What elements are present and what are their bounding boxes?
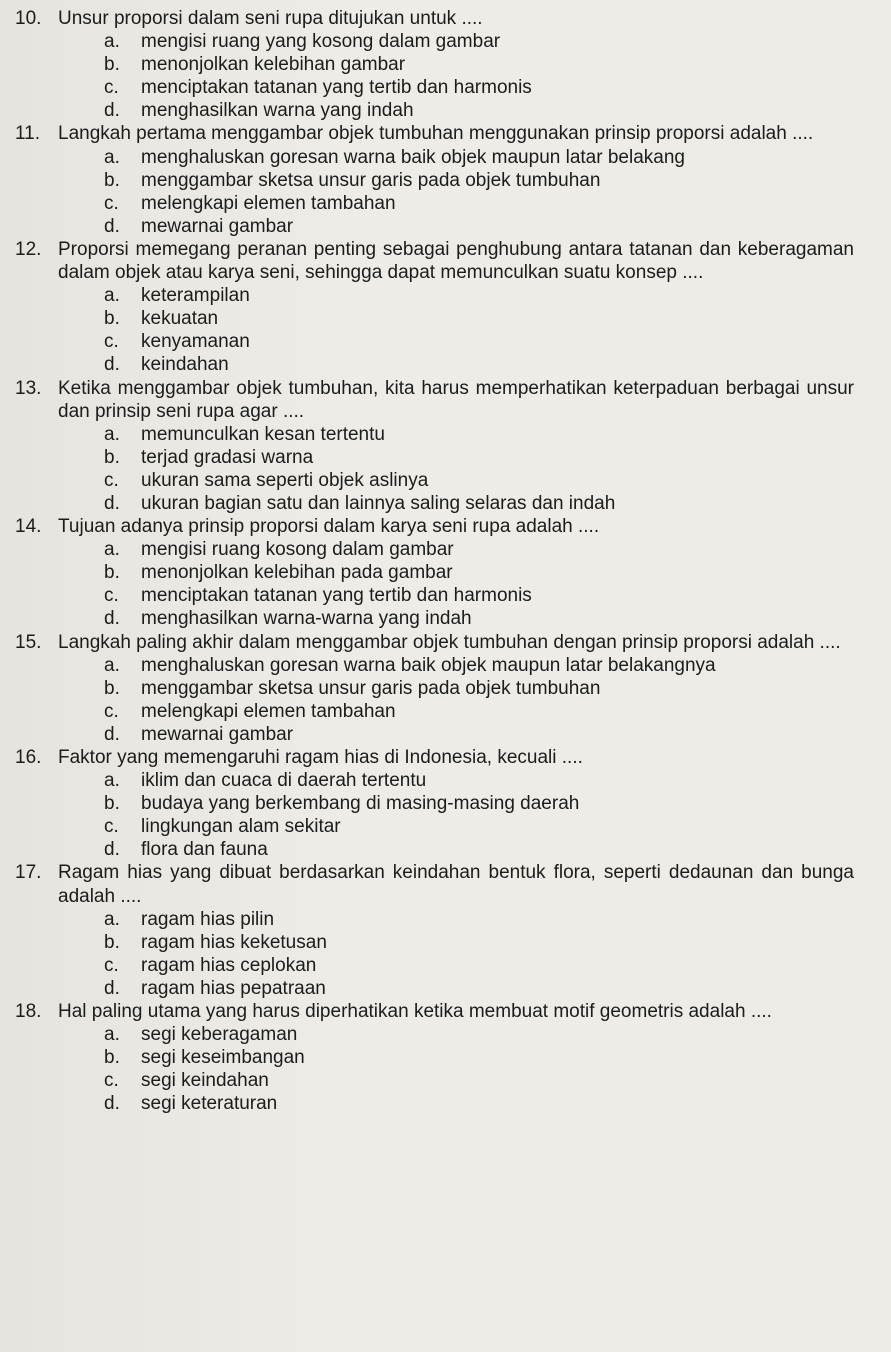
question-text: Unsur proporsi dalam seni rupa ditujukan untuk .... (58, 8, 483, 29)
answer-option (104, 53, 891, 76)
option-text: segi keberagaman (141, 1024, 298, 1046)
answer-option (104, 538, 891, 561)
answer-options (104, 284, 891, 376)
option-letter: d. (104, 977, 120, 999)
question-stem (0, 238, 891, 284)
question-12 (0, 238, 891, 377)
answer-option (104, 30, 891, 53)
option-letter: d. (104, 215, 120, 237)
answer-option (104, 1023, 891, 1046)
question-number: 14. (15, 516, 42, 538)
question-number: 13. (15, 377, 42, 399)
answer-option (104, 192, 891, 215)
option-letter: a. (104, 285, 120, 307)
option-letter: a. (104, 146, 120, 168)
option-text: menghaluskan goresan warna baik objek maupun latar belakang (141, 146, 685, 168)
answer-option (104, 1046, 891, 1069)
answer-option (104, 1092, 891, 1115)
question-stem (0, 861, 891, 907)
option-text: iklim dan cuaca di daerah tertentu (141, 770, 427, 792)
question-stem (0, 122, 891, 145)
option-text: menonjolkan kelebihan pada gambar (141, 562, 453, 584)
answer-option (104, 423, 891, 446)
answer-option (104, 977, 891, 1000)
option-letter: d. (104, 492, 120, 514)
option-letter: a. (104, 770, 120, 792)
option-letter: b. (104, 446, 120, 468)
option-letter: b. (104, 677, 120, 699)
answer-option (104, 561, 891, 584)
answer-option (104, 215, 891, 238)
option-text: menciptakan tatanan yang tertib dan harmonis (141, 585, 532, 607)
option-text: budaya yang berkembang di masing-masing daerah (141, 793, 580, 815)
option-text: segi keindahan (141, 1070, 269, 1092)
question-list (0, 7, 891, 1116)
option-letter: b. (104, 931, 120, 953)
question-text: Hal paling utama yang harus diperhatikan ketika membuat motif geometris adalah .... (58, 1001, 772, 1023)
answer-option (104, 99, 891, 122)
answer-options (104, 146, 891, 238)
answer-option (104, 607, 891, 630)
option-text: lingkungan alam sekitar (141, 816, 341, 838)
option-text: menonjolkan kelebihan gambar (141, 54, 406, 76)
answer-option (104, 700, 891, 723)
option-letter: c. (104, 331, 119, 353)
question-stem (0, 631, 891, 654)
option-text: menciptakan tatanan yang tertib dan harmonis (141, 77, 532, 99)
answer-option (104, 330, 891, 353)
answer-option (104, 723, 891, 746)
option-text: ukuran sama seperti objek aslinya (141, 469, 429, 491)
option-text: ragam hias ceplokan (141, 954, 317, 976)
question-text: Tujuan adanya prinsip proporsi dalam karya seni rupa adalah .... (58, 516, 600, 538)
question-number: 17. (15, 862, 42, 884)
option-letter: c. (104, 1070, 119, 1092)
option-text: ukuran bagian satu dan lainnya saling selaras dan indah (141, 492, 616, 514)
option-letter: c. (104, 954, 119, 976)
option-text: mengisi ruang kosong dalam gambar (141, 539, 454, 561)
option-letter: c. (104, 585, 119, 607)
option-text: menghasilkan warna-warna yang indah (141, 608, 472, 630)
option-text: menghaluskan goresan warna baik objek maupun latar belakangnya (141, 654, 716, 676)
option-text: mewarnai gambar (141, 215, 294, 237)
option-letter: c. (104, 469, 119, 491)
option-text: keterampilan (141, 285, 250, 307)
option-letter: c. (104, 77, 119, 99)
answer-option (104, 584, 891, 607)
question-stem (0, 7, 891, 30)
option-text: menggambar sketsa unsur garis pada objek tumbuhan (141, 677, 601, 699)
answer-option (104, 1069, 891, 1092)
option-letter: c. (104, 192, 119, 214)
answer-options (104, 30, 891, 122)
option-text: mengisi ruang yang kosong dalam gambar (141, 31, 501, 53)
question-stem (0, 377, 891, 423)
option-text: menggambar sketsa unsur garis pada objek tumbuhan (141, 169, 601, 191)
answer-option (104, 908, 891, 931)
question-number: 18. (15, 1001, 42, 1023)
option-text: melengkapi elemen tambahan (141, 192, 396, 214)
option-letter: b. (104, 308, 120, 330)
option-text: segi keseimbangan (141, 1047, 305, 1069)
answer-options (104, 769, 891, 861)
answer-option (104, 169, 891, 192)
option-letter: b. (104, 169, 120, 191)
option-letter: b. (104, 562, 120, 584)
question-text: Ragam hias yang dibuat berdasarkan keindahan bentuk flora, seperti dedaunan dan bunga adalah .... (58, 862, 854, 907)
option-letter: d. (104, 839, 120, 861)
option-letter: a. (104, 423, 120, 445)
question-16 (0, 746, 891, 861)
answer-options (104, 1023, 891, 1115)
option-text: kekuatan (141, 308, 219, 330)
answer-options (104, 908, 891, 1000)
option-letter: a. (104, 539, 120, 561)
question-13 (0, 377, 891, 516)
question-stem (0, 746, 891, 769)
answer-option (104, 815, 891, 838)
question-text: Proporsi memegang peranan penting sebagai penghubung antara tatanan dan keberagaman dalam objek atau karya seni, sehingga dapat memunculkan suatu konsep .... (58, 238, 854, 284)
option-text: flora dan fauna (141, 839, 268, 861)
option-letter: d. (104, 100, 120, 122)
option-text: kenyamanan (141, 331, 250, 353)
question-number: 12. (15, 238, 42, 260)
question-17 (0, 861, 891, 1000)
answer-option (104, 954, 891, 977)
question-18 (0, 1000, 891, 1115)
answer-options (104, 538, 891, 630)
question-stem (0, 1000, 891, 1023)
option-letter: a. (104, 654, 120, 676)
option-letter: c. (104, 816, 119, 838)
question-text: Langkah paling akhir dalam menggambar objek tumbuhan dengan prinsip proporsi adalah .... (58, 631, 841, 653)
option-letter: a. (104, 908, 120, 930)
option-letter: b. (104, 54, 120, 76)
option-text: melengkapi elemen tambahan (141, 700, 396, 722)
answer-option (104, 76, 891, 99)
option-letter: d. (104, 1093, 120, 1115)
option-text: memunculkan kesan tertentu (141, 423, 385, 445)
option-letter: b. (104, 793, 120, 815)
option-letter: d. (104, 723, 120, 745)
option-letter: b. (104, 1047, 120, 1069)
option-text: segi keteraturan (141, 1093, 278, 1115)
question-number: 11. (15, 123, 41, 145)
question-number: 10. (15, 8, 42, 29)
answer-option (104, 838, 891, 861)
option-letter: a. (104, 31, 120, 53)
option-text: ragam hias keketusan (141, 931, 327, 953)
question-text: Ketika menggambar objek tumbuhan, kita harus memperhatikan keterpaduan berbagai unsur dan prinsip seni rupa agar .... (58, 377, 854, 422)
option-letter: a. (104, 1024, 120, 1046)
option-text: menghasilkan warna yang indah (141, 100, 414, 122)
answer-option (104, 792, 891, 815)
answer-option (104, 146, 891, 169)
question-number: 15. (15, 631, 42, 653)
question-text: Faktor yang memengaruhi ragam hias di Indonesia, kecuali .... (58, 747, 583, 768)
question-text: Langkah pertama menggambar objek tumbuhan menggunakan prinsip proporsi adalah .... (58, 123, 814, 145)
answer-option (104, 446, 891, 469)
option-letter: d. (104, 608, 120, 630)
answer-option (104, 654, 891, 677)
option-text: keindahan (141, 354, 229, 376)
option-text: mewarnai gambar (141, 723, 294, 745)
answer-option (104, 284, 891, 307)
option-text: ragam hias pilin (141, 908, 275, 930)
answer-options (104, 654, 891, 746)
question-14 (0, 515, 891, 630)
question-stem (0, 515, 891, 538)
answer-option (104, 469, 891, 492)
question-number: 16. (15, 747, 42, 768)
option-text: ragam hias pepatraan (141, 977, 326, 999)
question-15 (0, 631, 891, 746)
answer-options (104, 423, 891, 515)
answer-option (104, 677, 891, 700)
question-11 (0, 122, 891, 237)
option-letter: d. (104, 354, 120, 376)
option-letter: c. (104, 700, 119, 722)
answer-option (104, 931, 891, 954)
question-10 (0, 7, 891, 122)
answer-option (104, 307, 891, 330)
answer-option (104, 353, 891, 376)
option-text: terjad gradasi warna (141, 446, 314, 468)
answer-option (104, 492, 891, 515)
answer-option (104, 769, 891, 792)
